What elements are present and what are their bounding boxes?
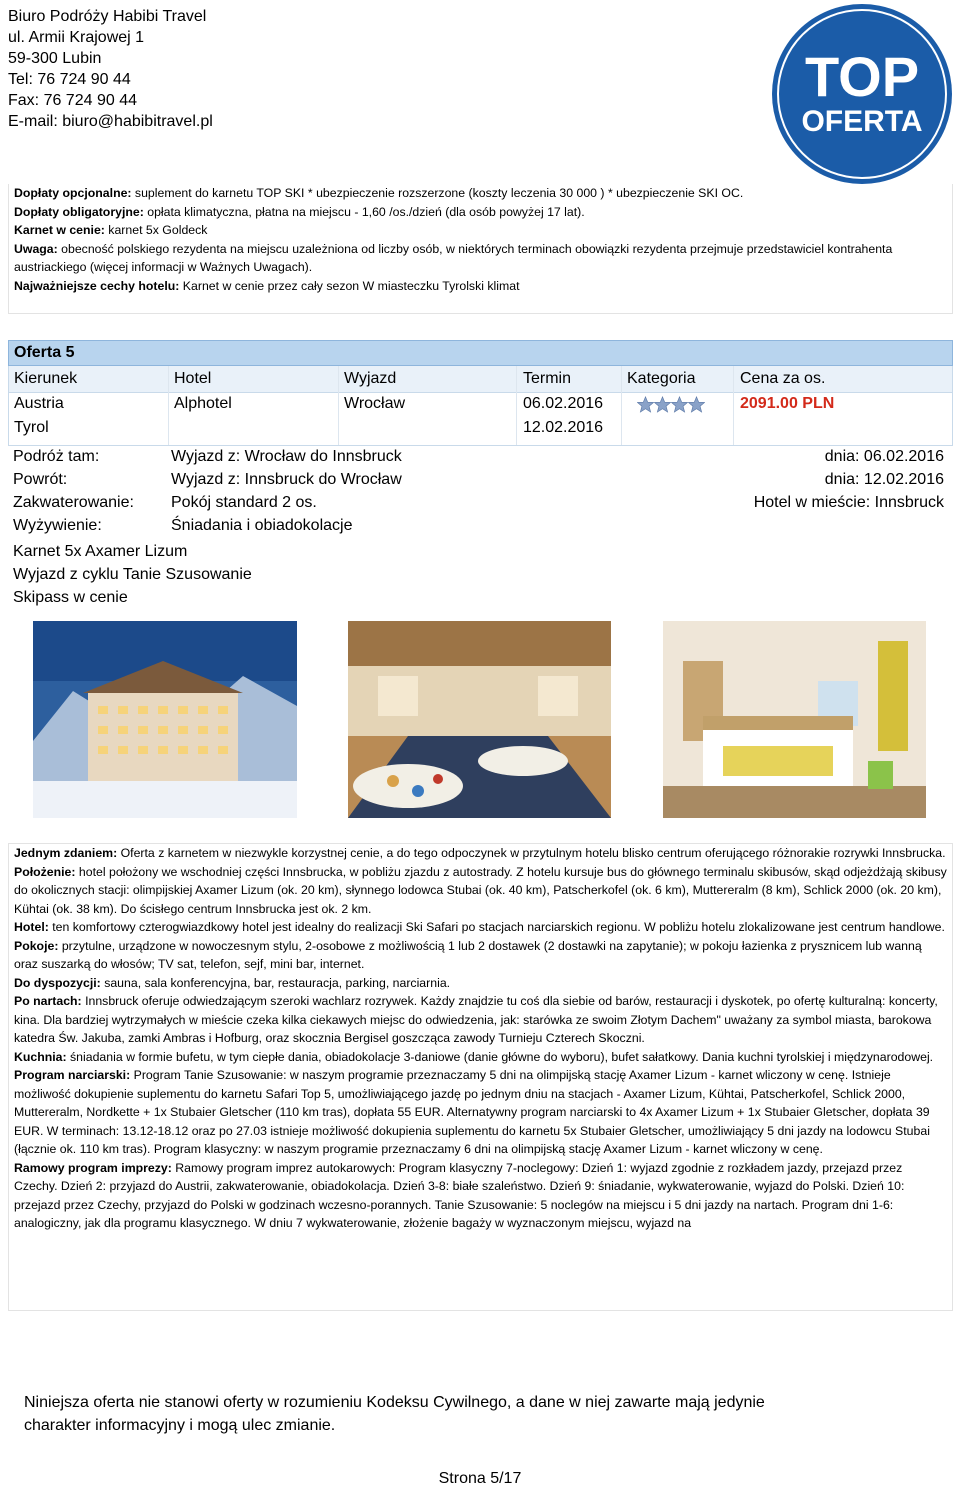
agency-name: Biuro Podróży Habibi Travel: [8, 8, 207, 25]
agency-email[interactable]: E-mail: biuro@habibitravel.pl: [8, 113, 213, 130]
info-optional: Dopłaty opcjonalne: suplement do karnetu TOP SKI * ubezpieczenie rozszerzone (koszty leczenia 30 000 ) * ubezpieczenie SKI OC.: [14, 186, 744, 200]
extra-series: Wyjazd z cyklu Tanie Szusowanie: [13, 566, 252, 583]
desc-rooms: Pokoje: przytulne, urządzone w nowoczesnym stylu, 2-osobowe z możliwością 1 lub 2 dostawek (2 dostawki na zapytanie); w pokoju łazienka z prysznicem lub wanną oraz suszarką do włosów; TV sat, telefon, sejf, mini bar, internet.: [14, 938, 922, 971]
desc-facilities: Do dyspozycji: sauna, sala konferencyjna, bar, restauracja, parking, narciarnia.: [14, 975, 451, 990]
hotel-exterior-photo: [33, 621, 297, 818]
agency-address: [8, 6, 213, 132]
return-label: Powrót:: [13, 471, 68, 488]
star-icon: [671, 396, 688, 413]
desc-hotel: Hotel: ten komfortowy czterogwiazdkowy hotel jest idealny do realizacji Ski Safari po stacjach narciarskich regionu. W pobliżu hotelu zlokalizowane jest centrum handlowe.: [14, 920, 945, 934]
supplements-info: [8, 184, 953, 314]
header-price: Cena za os.: [740, 370, 826, 387]
header-departure: Wyjazd: [344, 370, 397, 387]
hotel-description: [8, 843, 953, 1311]
desc-location: Położenie: hotel położony we wschodniej części Innsbrucka, w pobliżu zjazdu z autostrady. Z hotelu kursuje bus do głównego terminalu skibusów, skąd odjeżdżają skibusy do okolicznych stacji: olimpijskiej Axamer Lizum (ok. 20 km), słynnego lodowca Stubai (ok. 40 km), Patscherkofel (ok. 6 km), Muttereralm (8 km), Schlick 2000 (ok. 20 km), Kühtai (ok. 38 km). Do ścisłego centrum Innsbrucka jest ok. 2 km.: [14, 864, 947, 916]
info-note: Uwaga: obecność polskiego rezydenta na miejscu uzależniona od liczby osób, w niektórych terminach obowiązki rezydenta przejmuje przedstawiciel kontrahenta austriackiego (więcej informacji w Ważnych Uwagach).: [14, 241, 893, 274]
hotel-category-stars: [637, 396, 705, 413]
offer-table: [8, 366, 953, 446]
trip-there-value: Wyjazd z: Wrocław do Innsbruck: [171, 448, 402, 465]
header-direction: Kierunek: [14, 370, 78, 387]
info-features: Najważniejsze cechy hotelu: Karnet w cenie przez cały sezon W miasteczku Tyrolski klimat: [14, 278, 520, 293]
top-oferta-badge: [771, 3, 953, 185]
accommodation-label: Zakwaterowanie:: [13, 494, 134, 511]
badge-line2: OFERTA: [801, 105, 923, 138]
star-icon: [637, 396, 654, 413]
desc-ski-program: Program narciarski: Program Tanie Szusowanie: w naszym programie przeznaczamy 5 dni na olimpijską stację Axamer Lizum - karnet wliczony w cenę. Istnieje możliwość dokupienie suplementu do karnetu Safari Top 5, umożliwiającego jazdę po jednym dniu na stacjach - Axamer Lizum, Kühtai, Patscherkofel, Schlick 2000, Muttereralm, Nordkette + 1x Stubaier Gletscher (110 km tras), dopłata 55 EUR. Alternatywny program narciarski to 4x Axamer Lizum + 1x Stubaier Gletscher, dopłata 39 EUR. W terminach: 13.12-18.12 oraz po 27.03 istnieje możliwość dokupienia suplementu do karnetu 5x Stubaier Gletscher, umożliwiający 5 dni jazdy na lodowcu Stubai (łącznie ok. 110 km tras). Program klasyczny: w naszym programie przeznaczamy 6 dni na olimpijską stację Axamer Lizum - karnet wliczony w cenę.: [14, 1068, 930, 1156]
trip-there-label: Podróż tam:: [13, 448, 100, 465]
info-obligatory: Dopłaty obligatoryjne: opłata klimatyczna, płatna na miejscu - 1,60 /os./dzień (dla osób powyżej 17 lat).: [14, 204, 585, 219]
header-category: Kategoria: [627, 370, 696, 387]
page-number: Strona 5/17: [438, 1470, 522, 1487]
offer-price: 2091.00 PLN: [740, 395, 835, 412]
offer-country: Austria: [14, 395, 64, 412]
board-label: Wyżywienie:: [13, 517, 102, 534]
board-value: Śniadania i obiadokolacje: [171, 517, 353, 534]
desc-itinerary: Ramowy program imprezy: Ramowy program imprez autokarowych: Program klasyczny 7-noclegowy: Dzień 1: wyjazd zgodnie z rozkładem jazdy, przejazd przez Czechy. Dzień 2: przyjazd do Austrii, zakwaterowanie, obiadokolacja. Dzień 3-8: białe szaleństwo. Dzień 9: śniadanie, wykwaterowanie, wyjazd do Polski. Dzień 10: przejazd przez Czechy, przyjazd do Polski w godzinach wczesno-porannych. Tanie Szusowanie: 5 noclegów na miejscu i 5 dni jazdy na nartach. Program dni 1-6: analogiczny, jak dla programu klasycznego. W dniu 7 wykwaterowanie, złożenie bagaży w wyznaczonym miejscu, wyjazd na: [14, 1160, 905, 1230]
hotel-city: Hotel w mieście: Innsbruck: [753, 494, 944, 511]
offer-title: Oferta 5: [8, 340, 953, 366]
offer-date-from: 06.02.2016: [523, 395, 604, 412]
desc-summary: Jednym zdaniem: Oferta z karnetem w niezwykle korzystnej cenie, a do tego odpoczynek w przytulnym hotelu blisko centrum oferującego różnorakie rozrywki Innsbrucka.: [14, 846, 946, 860]
offer-hotel[interactable]: Alphotel: [174, 395, 232, 412]
star-icon: [688, 396, 705, 413]
legal-disclaimer: Niniejsza oferta nie stanowi oferty w rozumieniu Kodeksu Cywilnego, a dane w niej zawarte mają jedynie charakter informacyjny i mogą ulec zmianie.: [24, 1394, 765, 1434]
desc-apres-ski: Po nartach: Innsbruck oferuje odwiedzającym szeroki wachlarz rozrywek. Każdy znajdzie tu coś dla siebie od barów, restauracji i dyskotek, po ofertę kulturalną: koncerty, kina. Dla bardziej wytrzymałych w mieście czeka kilka ciekawych miejsc do odwiedzenia, jak: starówka ze swoim Złotym Dachem" uważany za symbol miasta, barokowa katedra Św. Jakuba, zamki Ambras i Hofburg, oraz skocznia Bergisel goszcząca zawody Turnieju Czterech Skoczni.: [14, 994, 938, 1045]
info-skipass: Karnet w cenie: karnet 5x Goldeck: [14, 223, 208, 237]
agency-street: ul. Armii Krajowej 1: [8, 29, 145, 46]
extra-included: Skipass w cenie: [13, 589, 128, 606]
hotel-room-photo: [663, 621, 926, 818]
trip-there-date: dnia: 06.02.2016: [824, 448, 944, 465]
agency-city: 59-300 Lubin: [8, 50, 102, 67]
agency-tel: Tel: 76 724 90 44: [8, 71, 131, 88]
return-value: Wyjazd z: Innsbruck do Wrocław: [171, 471, 402, 488]
hotel-restaurant-photo: [348, 621, 611, 818]
badge-line1: TOP: [804, 45, 920, 108]
offer-region: Tyrol: [14, 419, 49, 436]
offer-date-to: 12.02.2016: [523, 419, 604, 436]
agency-fax: Fax: 76 724 90 44: [8, 92, 137, 109]
desc-cuisine: Kuchnia: śniadania w formie bufetu, w tym ciepłe dania, obiadokolacje 3-daniowe (danie główne do wyboru), bufet sałatkowy. Dania kuchni tyrolskiej i międzynarodowej.: [14, 1049, 934, 1064]
header-hotel: Hotel: [174, 370, 212, 387]
star-icon: [654, 396, 671, 413]
return-date: dnia: 12.02.2016: [824, 471, 944, 488]
header-term: Termin: [523, 370, 572, 387]
offer-departure: Wrocław: [344, 395, 406, 412]
accommodation-value: Pokój standard 2 os.: [171, 494, 317, 511]
extra-skipass: Karnet 5x Axamer Lizum: [13, 543, 188, 560]
